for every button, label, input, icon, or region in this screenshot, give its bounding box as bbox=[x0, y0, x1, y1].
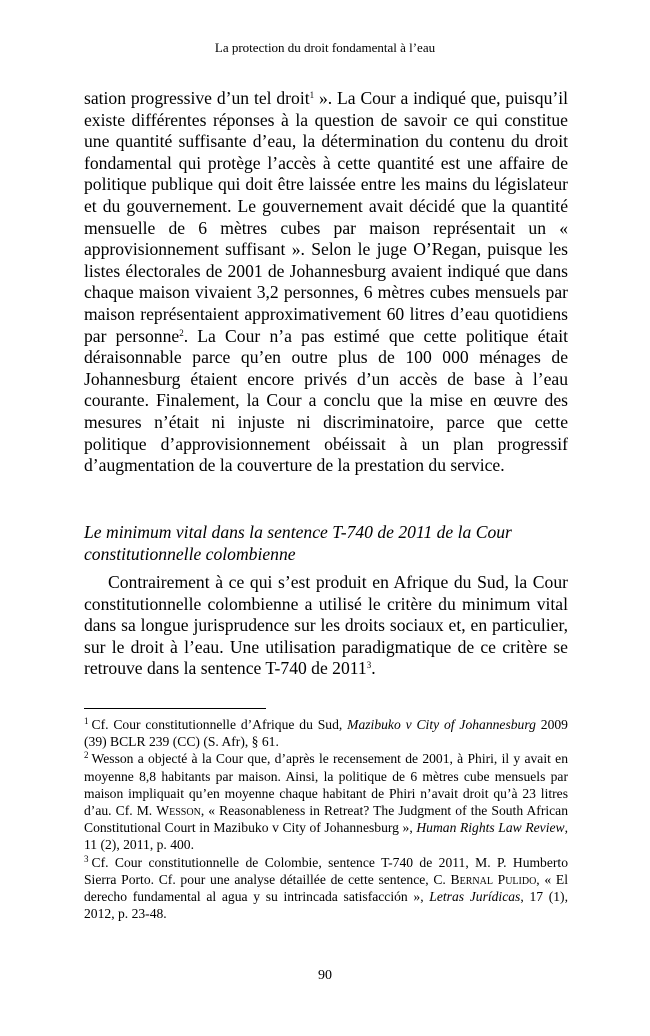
paragraph-text: sation progressive d’un tel droit bbox=[84, 88, 310, 108]
footnote-text: , 11 (2), 2011, p. 400. bbox=[84, 820, 568, 853]
footnote-ref-3: 3 bbox=[366, 660, 372, 671]
footnote-ref-1: 1 bbox=[309, 90, 315, 100]
footnote-text: , « Reasonableness in Retreat? The Judgment of the South African Constitutional Court in Mazibuko v City of Johannesburg », bbox=[84, 803, 568, 836]
page-number: 90 bbox=[318, 968, 332, 983]
journal-title: Human Rights Law Review bbox=[416, 820, 565, 836]
footnote-2 bbox=[84, 750, 568, 853]
footnote-mark: 1 bbox=[84, 716, 89, 726]
running-head: La protection du droit fondamental à l’eau bbox=[214, 40, 436, 55]
paragraph-mazibuko bbox=[84, 88, 568, 477]
section-subheading: Le minimum vital dans la sentence T-740 de 2011 de la Cour constitutionnelle colombienne bbox=[84, 522, 512, 564]
footnote-separator bbox=[84, 708, 266, 709]
paragraph-text: ». La Cour a indiqué que, puisqu’il existe différentes réponses à la question de savoir ce qui constitue une quantité suffisante d’eau, la détermination du contenu du droit fondamental qui protège l’accès à cette quantité est une affaire de politique publique qui doit être laissée entre les mains du législateur et du gouvernement. Le gouvernement avait décidé que la quantité mensuelle de 6 mètres cubes par maison représentait un « approvisionnement suffisant ». Selon le juge O’Regan, puisque les listes électorales de 2001 de Johannesburg avaient indiqué que dans chaque maison vivaient 3,2 personnes, 6 mètres cubes mensuels par maison représentaient approximativement 60 litres d’eau quotidiens par personne bbox=[84, 88, 568, 346]
footnote-text: , « El derecho fundamental al agua y su intrincada satisfacción », bbox=[84, 871, 568, 905]
paragraph-text: . bbox=[371, 658, 376, 679]
author-name: Wesson bbox=[156, 803, 201, 819]
author-name: Bernal Pulido bbox=[450, 871, 537, 887]
footnote-text: 2009 (39) BCLR 239 (CC) (S. Afr), § 61. bbox=[84, 717, 568, 750]
body-text bbox=[84, 88, 568, 477]
footnote-text: Cf. Cour constitutionnelle d’Afrique du Sud, bbox=[91, 717, 348, 732]
footnote-text: , 17 (1), 2012, p. 23-48. bbox=[84, 889, 568, 922]
footnote-mark: 2 bbox=[84, 750, 89, 761]
footnote-1 bbox=[84, 716, 568, 750]
footnote-3 bbox=[84, 854, 568, 923]
footnote-text: Cf. Cour constitutionnelle de Colombie, sentence T-740 de 2011, M. P. Humberto Sierra Porto. Cf. pour une analyse détaillée de cette sentence, C. bbox=[84, 854, 568, 887]
footnotes bbox=[84, 716, 568, 922]
footnote-ref-2: 2 bbox=[179, 327, 184, 338]
paragraph-text: Contrairement à ce qui s’est produit en Afrique du Sud, la Cour constitutionnelle colombienne a utilisé le critère du minimum vital dans sa longue jurisprudence sur les droits sociaux et, en particulier, sur le droit à l’eau. Une utilisation paradigmatique de ce critère se retrouve dans la sentence T-740 de 2011 bbox=[84, 572, 568, 679]
case-title: Mazibuko v City of Johannesburg bbox=[347, 717, 536, 732]
body-text-continued bbox=[84, 572, 568, 680]
footnote-text: Wesson a objecté à la Cour que, d’après le recensement de 2001, à Phiri, il y avait en moyenne 8,8 habitants par maison. Ainsi, la politique de 6 mètres cube mensuels par maison impliquait qu’en moyenne chaque habitant de Phiri n’avait droit qu’à 23 litres d’au. Cf. M. bbox=[84, 751, 568, 819]
paragraph-text: . La Cour n’a pas estimé que cette politique était déraisonnable parce qu’en outre plus de 100 000 ménages de Johannesburg étaient encore privés d’un accès de base à l’eau courante. Finalement, la Cour a conclu que la mise en œuvre des mesures n’était ni injuste ni discriminatoire, parce que cette politique d’approvisionnement obéissait à un plan progressif d’augmentation de la couverture de la prestation du service. bbox=[84, 325, 568, 476]
paragraph-colombia bbox=[84, 572, 568, 680]
journal-title: Letras Jurídicas bbox=[429, 889, 521, 905]
footnote-mark: 3 bbox=[84, 853, 89, 864]
